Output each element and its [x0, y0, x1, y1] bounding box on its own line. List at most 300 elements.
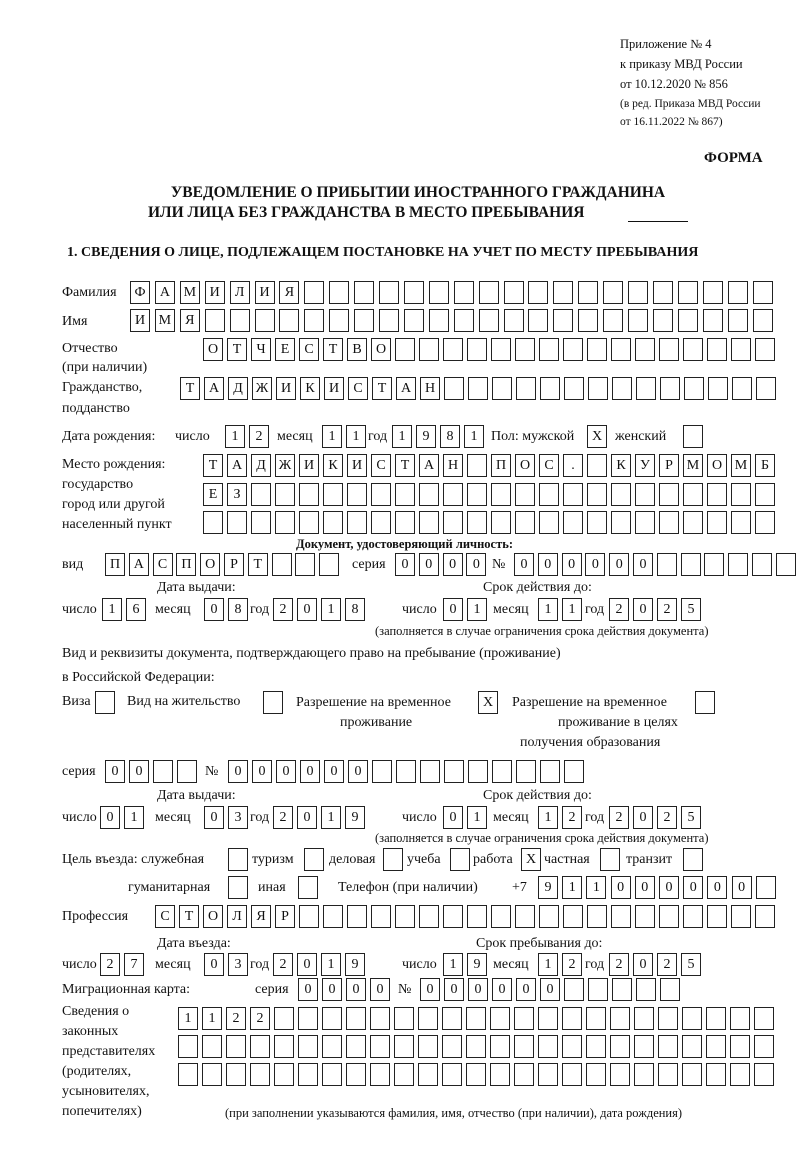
char-box[interactable]: Д [251, 454, 271, 477]
checkbox-box[interactable]: X [587, 425, 607, 448]
char-box[interactable] [730, 1035, 750, 1058]
char-box[interactable] [553, 281, 573, 304]
char-box[interactable]: 2 [250, 1007, 270, 1030]
char-box[interactable]: 1 [178, 1007, 198, 1030]
char-box[interactable] [153, 760, 173, 783]
char-box[interactable]: О [707, 454, 727, 477]
char-box[interactable] [395, 905, 415, 928]
char-box[interactable] [706, 1007, 726, 1030]
char-box[interactable] [347, 905, 367, 928]
char-box[interactable] [610, 1063, 630, 1086]
char-box[interactable] [587, 905, 607, 928]
char-box[interactable]: Е [203, 483, 223, 506]
checkbox-box[interactable] [450, 848, 470, 871]
char-box[interactable] [756, 876, 776, 899]
char-box[interactable] [587, 338, 607, 361]
char-box[interactable]: М [180, 281, 200, 304]
char-box[interactable] [379, 309, 399, 332]
char-box[interactable] [754, 1007, 774, 1030]
char-box[interactable] [370, 1035, 390, 1058]
char-box[interactable] [323, 511, 343, 534]
char-box[interactable] [396, 760, 416, 783]
char-box[interactable] [274, 1035, 294, 1058]
char-box[interactable]: 0 [204, 598, 224, 621]
char-box[interactable]: 0 [611, 876, 631, 899]
char-box[interactable] [562, 1035, 582, 1058]
char-box[interactable] [347, 511, 367, 534]
char-box[interactable] [540, 760, 560, 783]
char-box[interactable] [753, 309, 773, 332]
char-box[interactable] [443, 338, 463, 361]
char-box[interactable]: 8 [440, 425, 460, 448]
char-box[interactable] [754, 1035, 774, 1058]
char-box[interactable]: 0 [514, 553, 534, 576]
char-box[interactable] [514, 1063, 534, 1086]
char-box[interactable] [612, 978, 632, 1001]
char-box[interactable] [203, 511, 223, 534]
char-box[interactable] [515, 905, 535, 928]
char-box[interactable] [728, 553, 748, 576]
char-box[interactable]: 1 [202, 1007, 222, 1030]
char-box[interactable]: 2 [273, 806, 293, 829]
char-box[interactable]: 8 [345, 598, 365, 621]
char-box[interactable]: 9 [345, 806, 365, 829]
char-box[interactable]: 5 [681, 953, 701, 976]
char-box[interactable]: 0 [322, 978, 342, 1001]
char-box[interactable]: И [205, 281, 225, 304]
char-box[interactable] [466, 1007, 486, 1030]
char-box[interactable] [603, 281, 623, 304]
char-box[interactable] [539, 511, 559, 534]
char-box[interactable] [681, 553, 701, 576]
char-box[interactable] [371, 905, 391, 928]
char-box[interactable] [516, 377, 536, 400]
char-box[interactable]: Т [248, 553, 268, 576]
char-box[interactable]: С [153, 553, 173, 576]
char-box[interactable] [490, 1007, 510, 1030]
char-box[interactable]: 0 [204, 806, 224, 829]
char-box[interactable] [578, 309, 598, 332]
char-box[interactable] [755, 483, 775, 506]
char-box[interactable] [658, 1007, 678, 1030]
char-box[interactable] [634, 1035, 654, 1058]
char-box[interactable] [274, 1063, 294, 1086]
char-box[interactable]: 1 [467, 598, 487, 621]
char-box[interactable]: М [155, 309, 175, 332]
char-box[interactable]: Т [227, 338, 247, 361]
char-box[interactable] [754, 1063, 774, 1086]
char-box[interactable]: Д [228, 377, 248, 400]
char-box[interactable]: 2 [249, 425, 269, 448]
char-box[interactable] [429, 309, 449, 332]
char-box[interactable] [678, 281, 698, 304]
char-box[interactable]: 1 [538, 953, 558, 976]
char-box[interactable]: А [129, 553, 149, 576]
char-box[interactable] [490, 1063, 510, 1086]
char-box[interactable]: Т [323, 338, 343, 361]
char-box[interactable] [295, 553, 315, 576]
char-box[interactable] [279, 309, 299, 332]
char-box[interactable] [755, 338, 775, 361]
char-box[interactable] [603, 309, 623, 332]
char-box[interactable] [611, 338, 631, 361]
char-box[interactable]: И [276, 377, 296, 400]
char-box[interactable] [564, 760, 584, 783]
char-box[interactable]: Я [279, 281, 299, 304]
char-box[interactable] [659, 483, 679, 506]
char-box[interactable]: 0 [129, 760, 149, 783]
char-box[interactable] [319, 553, 339, 576]
char-box[interactable] [250, 1035, 270, 1058]
char-box[interactable] [657, 553, 677, 576]
char-box[interactable]: Л [230, 281, 250, 304]
char-box[interactable] [658, 1035, 678, 1058]
char-box[interactable]: А [396, 377, 416, 400]
char-box[interactable] [731, 483, 751, 506]
char-box[interactable] [563, 338, 583, 361]
char-box[interactable] [443, 483, 463, 506]
checkbox-box[interactable] [695, 691, 715, 714]
char-box[interactable] [658, 1063, 678, 1086]
char-box[interactable] [528, 309, 548, 332]
char-box[interactable]: С [539, 454, 559, 477]
char-box[interactable] [562, 1007, 582, 1030]
char-box[interactable]: 1 [586, 876, 606, 899]
char-box[interactable]: 9 [538, 876, 558, 899]
char-box[interactable] [776, 553, 796, 576]
checkbox-box[interactable] [228, 876, 248, 899]
char-box[interactable]: С [348, 377, 368, 400]
char-box[interactable] [635, 905, 655, 928]
char-box[interactable] [466, 1063, 486, 1086]
char-box[interactable]: 8 [228, 598, 248, 621]
char-box[interactable]: 2 [273, 598, 293, 621]
char-box[interactable]: 0 [562, 553, 582, 576]
char-box[interactable]: А [227, 454, 247, 477]
char-box[interactable]: 0 [633, 553, 653, 576]
char-box[interactable]: 0 [443, 598, 463, 621]
char-box[interactable]: 1 [321, 953, 341, 976]
char-box[interactable]: 1 [346, 425, 366, 448]
char-box[interactable]: 2 [657, 806, 677, 829]
char-box[interactable] [728, 309, 748, 332]
char-box[interactable]: К [611, 454, 631, 477]
char-box[interactable]: В [347, 338, 367, 361]
char-box[interactable] [491, 511, 511, 534]
char-box[interactable] [420, 760, 440, 783]
char-box[interactable]: 0 [228, 760, 248, 783]
char-box[interactable]: О [200, 553, 220, 576]
char-box[interactable]: 2 [273, 953, 293, 976]
char-box[interactable] [682, 1063, 702, 1086]
char-box[interactable] [371, 483, 391, 506]
char-box[interactable] [514, 1035, 534, 1058]
char-box[interactable] [419, 483, 439, 506]
char-box[interactable] [731, 511, 751, 534]
char-box[interactable] [706, 1063, 726, 1086]
char-box[interactable]: К [323, 454, 343, 477]
char-box[interactable] [467, 483, 487, 506]
char-box[interactable] [299, 905, 319, 928]
char-box[interactable] [634, 1063, 654, 1086]
char-box[interactable] [516, 760, 536, 783]
checkbox-box[interactable] [683, 425, 703, 448]
char-box[interactable] [178, 1063, 198, 1086]
char-box[interactable] [659, 338, 679, 361]
char-box[interactable] [653, 309, 673, 332]
char-box[interactable] [564, 377, 584, 400]
char-box[interactable]: Ж [275, 454, 295, 477]
char-box[interactable] [515, 338, 535, 361]
char-box[interactable] [539, 905, 559, 928]
char-box[interactable] [202, 1063, 222, 1086]
char-box[interactable] [394, 1063, 414, 1086]
char-box[interactable]: 0 [633, 598, 653, 621]
char-box[interactable] [275, 511, 295, 534]
char-box[interactable] [611, 511, 631, 534]
char-box[interactable]: П [105, 553, 125, 576]
place-of-stay-blank[interactable] [628, 206, 688, 222]
char-box[interactable]: М [731, 454, 751, 477]
checkbox-box[interactable] [95, 691, 115, 714]
char-box[interactable]: 1 [443, 953, 463, 976]
char-box[interactable] [653, 281, 673, 304]
char-box[interactable] [578, 281, 598, 304]
char-box[interactable] [298, 1063, 318, 1086]
char-box[interactable] [372, 760, 392, 783]
char-box[interactable]: С [299, 338, 319, 361]
char-box[interactable]: Е [275, 338, 295, 361]
char-box[interactable] [540, 377, 560, 400]
char-box[interactable] [610, 1007, 630, 1030]
char-box[interactable]: 0 [633, 953, 653, 976]
char-box[interactable]: 0 [468, 978, 488, 1001]
checkbox-box[interactable] [383, 848, 403, 871]
char-box[interactable]: 0 [609, 553, 629, 576]
char-box[interactable]: 1 [464, 425, 484, 448]
char-box[interactable]: 0 [516, 978, 536, 1001]
char-box[interactable] [251, 483, 271, 506]
char-box[interactable]: 0 [297, 598, 317, 621]
char-box[interactable] [586, 1007, 606, 1030]
char-box[interactable] [563, 905, 583, 928]
char-box[interactable]: Ф [130, 281, 150, 304]
char-box[interactable]: И [299, 454, 319, 477]
char-box[interactable] [394, 1007, 414, 1030]
char-box[interactable] [275, 483, 295, 506]
char-box[interactable]: 1 [467, 806, 487, 829]
char-box[interactable] [491, 905, 511, 928]
char-box[interactable] [468, 760, 488, 783]
char-box[interactable]: 0 [683, 876, 703, 899]
char-box[interactable]: 0 [540, 978, 560, 1001]
char-box[interactable] [684, 377, 704, 400]
char-box[interactable] [419, 511, 439, 534]
char-box[interactable]: 0 [635, 876, 655, 899]
char-box[interactable] [730, 1063, 750, 1086]
char-box[interactable] [707, 338, 727, 361]
char-box[interactable] [539, 483, 559, 506]
char-box[interactable] [346, 1007, 366, 1030]
char-box[interactable]: 9 [345, 953, 365, 976]
char-box[interactable] [564, 978, 584, 1001]
char-box[interactable]: Т [180, 377, 200, 400]
char-box[interactable] [660, 377, 680, 400]
char-box[interactable] [227, 511, 247, 534]
char-box[interactable] [274, 1007, 294, 1030]
char-box[interactable] [347, 483, 367, 506]
char-box[interactable]: Т [203, 454, 223, 477]
char-box[interactable] [703, 281, 723, 304]
char-box[interactable]: 1 [102, 598, 122, 621]
char-box[interactable] [178, 1035, 198, 1058]
char-box[interactable] [418, 1035, 438, 1058]
char-box[interactable] [354, 281, 374, 304]
char-box[interactable]: 2 [100, 953, 120, 976]
char-box[interactable] [394, 1035, 414, 1058]
char-box[interactable] [299, 483, 319, 506]
char-box[interactable]: О [203, 338, 223, 361]
char-box[interactable] [756, 377, 776, 400]
char-box[interactable] [177, 760, 197, 783]
char-box[interactable] [304, 309, 324, 332]
char-box[interactable]: Р [275, 905, 295, 928]
char-box[interactable] [731, 905, 751, 928]
char-box[interactable] [226, 1035, 246, 1058]
char-box[interactable] [467, 511, 487, 534]
char-box[interactable] [226, 1063, 246, 1086]
char-box[interactable] [322, 1007, 342, 1030]
char-box[interactable] [404, 309, 424, 332]
char-box[interactable] [504, 309, 524, 332]
char-box[interactable] [251, 511, 271, 534]
char-box[interactable] [635, 511, 655, 534]
char-box[interactable]: 2 [657, 953, 677, 976]
char-box[interactable]: Ж [252, 377, 272, 400]
char-box[interactable] [628, 281, 648, 304]
char-box[interactable] [528, 281, 548, 304]
char-box[interactable]: А [204, 377, 224, 400]
char-box[interactable]: Т [372, 377, 392, 400]
char-box[interactable]: 1 [562, 876, 582, 899]
char-box[interactable]: 0 [395, 553, 415, 576]
char-box[interactable] [467, 338, 487, 361]
char-box[interactable] [703, 309, 723, 332]
char-box[interactable] [755, 511, 775, 534]
char-box[interactable] [322, 1035, 342, 1058]
char-box[interactable]: 0 [419, 553, 439, 576]
char-box[interactable] [492, 377, 512, 400]
char-box[interactable]: 0 [100, 806, 120, 829]
char-box[interactable] [466, 1035, 486, 1058]
char-box[interactable]: 0 [252, 760, 272, 783]
char-box[interactable] [636, 978, 656, 1001]
char-box[interactable] [443, 511, 463, 534]
checkbox-box[interactable] [304, 848, 324, 871]
char-box[interactable] [329, 309, 349, 332]
char-box[interactable]: А [419, 454, 439, 477]
char-box[interactable] [443, 905, 463, 928]
char-box[interactable]: 0 [105, 760, 125, 783]
char-box[interactable]: 0 [300, 760, 320, 783]
char-box[interactable]: 0 [443, 553, 463, 576]
char-box[interactable]: 0 [276, 760, 296, 783]
char-box[interactable] [539, 338, 559, 361]
char-box[interactable]: Л [227, 905, 247, 928]
char-box[interactable]: 0 [420, 978, 440, 1001]
char-box[interactable] [418, 1007, 438, 1030]
char-box[interactable]: О [515, 454, 535, 477]
char-box[interactable]: Я [251, 905, 271, 928]
checkbox-box[interactable] [600, 848, 620, 871]
char-box[interactable]: 2 [609, 953, 629, 976]
char-box[interactable] [454, 309, 474, 332]
char-box[interactable] [731, 338, 751, 361]
char-box[interactable] [628, 309, 648, 332]
char-box[interactable] [442, 1063, 462, 1086]
char-box[interactable] [704, 553, 724, 576]
char-box[interactable] [230, 309, 250, 332]
char-box[interactable] [636, 377, 656, 400]
char-box[interactable] [515, 483, 535, 506]
char-box[interactable] [612, 377, 632, 400]
char-box[interactable]: 0 [707, 876, 727, 899]
char-box[interactable]: 0 [370, 978, 390, 1001]
char-box[interactable] [514, 1007, 534, 1030]
char-box[interactable]: С [155, 905, 175, 928]
char-box[interactable]: 5 [681, 598, 701, 621]
char-box[interactable] [682, 1035, 702, 1058]
char-box[interactable] [587, 511, 607, 534]
char-box[interactable] [752, 553, 772, 576]
char-box[interactable]: 0 [443, 806, 463, 829]
char-box[interactable] [454, 281, 474, 304]
char-box[interactable]: 2 [657, 598, 677, 621]
char-box[interactable] [683, 511, 703, 534]
char-box[interactable]: 2 [562, 806, 582, 829]
char-box[interactable]: И [347, 454, 367, 477]
char-box[interactable] [479, 309, 499, 332]
char-box[interactable] [708, 377, 728, 400]
char-box[interactable]: 2 [609, 806, 629, 829]
char-box[interactable]: Ч [251, 338, 271, 361]
char-box[interactable]: 3 [228, 806, 248, 829]
char-box[interactable] [492, 760, 512, 783]
char-box[interactable] [587, 483, 607, 506]
char-box[interactable] [562, 1063, 582, 1086]
char-box[interactable]: 1 [124, 806, 144, 829]
checkbox-box[interactable] [263, 691, 283, 714]
char-box[interactable] [588, 377, 608, 400]
char-box[interactable]: З [227, 483, 247, 506]
char-box[interactable]: 0 [585, 553, 605, 576]
char-box[interactable] [563, 483, 583, 506]
char-box[interactable] [490, 1035, 510, 1058]
char-box[interactable] [682, 1007, 702, 1030]
char-box[interactable] [444, 377, 464, 400]
char-box[interactable] [755, 905, 775, 928]
char-box[interactable]: П [176, 553, 196, 576]
char-box[interactable]: П [491, 454, 511, 477]
char-box[interactable] [379, 281, 399, 304]
char-box[interactable] [272, 553, 292, 576]
char-box[interactable]: 1 [321, 806, 341, 829]
char-box[interactable]: 7 [124, 953, 144, 976]
char-box[interactable]: 6 [126, 598, 146, 621]
char-box[interactable]: Я [180, 309, 200, 332]
char-box[interactable]: Р [224, 553, 244, 576]
char-box[interactable] [255, 309, 275, 332]
